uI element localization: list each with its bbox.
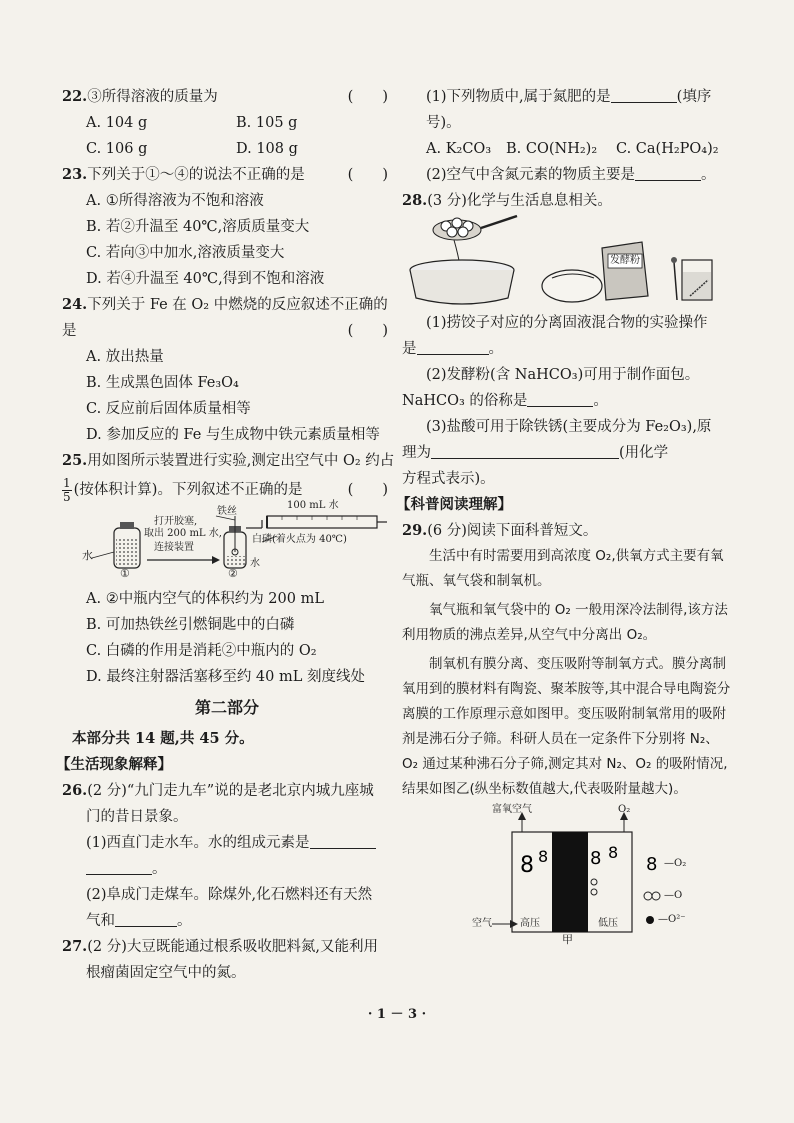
subquestion-text: 方程式表示)。 xyxy=(402,471,495,487)
q25-stem xyxy=(62,448,395,474)
reading-paragraph: 氧气瓶和氧气袋中的 O₂ 一般用深冷法制得,该方法利用物质的沸点差异,从空气中分离出 O₂。 xyxy=(402,602,728,643)
period: 。 xyxy=(593,393,608,409)
q22-options-row1 xyxy=(62,110,392,136)
answer-blank[interactable] xyxy=(527,390,593,407)
subquestion-text: (2)阜成门走煤车。除煤外,化石燃料还有天然 xyxy=(86,887,373,903)
option-c: C. 白磷的作用是消耗②中瓶内的 O₂ xyxy=(86,643,317,659)
answer-paren: ( ) xyxy=(347,89,388,105)
q22-stem xyxy=(62,84,392,110)
section-header: 【生活现象解释】 xyxy=(56,756,172,773)
life-illustration xyxy=(402,214,732,310)
option-a: A. K₂CO₃ xyxy=(426,141,492,157)
answer-blank[interactable] xyxy=(310,832,376,849)
label-step3: 连接装置 xyxy=(154,542,194,553)
q24-stem-cont xyxy=(62,318,392,344)
subquestion-text: 理为 xyxy=(402,445,431,461)
subquestion-text: (2)空气中含氮元素的物质主要是 xyxy=(426,167,636,183)
legend-o: —O xyxy=(664,890,683,901)
option-d: D. 参加反应的 Fe 与生成物中铁元素质量相等 xyxy=(86,427,380,443)
svg-text:8: 8 xyxy=(608,843,619,862)
question-text: 门的昔日景象。 xyxy=(86,809,188,825)
q29-stem xyxy=(402,518,732,544)
label-bottle-1: ① xyxy=(120,567,130,580)
question-number: 23. xyxy=(62,166,88,183)
page-number: · 1 － 3 · xyxy=(367,1007,427,1022)
label-iron-wire: 铁丝 xyxy=(217,506,237,517)
q28-sub2-cont xyxy=(402,388,732,414)
q25-stem-cont xyxy=(62,474,392,506)
reading-paragraph: 制氧机有膜分离、变压吸附等制氧方式。膜分离制氧用到的膜材料有陶瓷、聚苯胺等,其中混合导电陶瓷分离膜的工作原理示意如图甲。变压吸附制氧常用的吸附剂是沸石分子筛。科研人员在一定条件下分别将 N₂、O₂ 通过某种沸石分子筛,测定其对 N₂、O₂ 的吸附情况,结果如图乙(纵坐标数值越大,代表吸附量越大)。 xyxy=(402,656,731,797)
legend-o2-ion: —O²⁻ xyxy=(658,914,686,925)
question-text: 用如图所示装置进行实验,测定出空气中 O₂ 约占 xyxy=(87,453,395,469)
period: 。 xyxy=(488,341,503,357)
subquestion-text: (填序 xyxy=(676,89,712,105)
svg-text:8: 8 xyxy=(646,854,658,875)
question-text: 是 xyxy=(62,323,77,339)
option-b: B. 105 g xyxy=(236,115,298,131)
label-water: 水 xyxy=(82,549,93,562)
label-high-pressure: 高压 xyxy=(520,918,540,929)
subquestion-text: (用化学 xyxy=(619,445,669,461)
part-title: 第二部分 xyxy=(194,698,259,717)
q28-sub1-cont xyxy=(402,336,732,362)
fraction-denominator: 5 xyxy=(63,489,71,504)
answer-paren: ( ) xyxy=(347,482,388,498)
q28-sub3-cont xyxy=(402,440,732,466)
label-low-pressure: 低压 xyxy=(598,918,618,929)
question-number: 28. xyxy=(402,192,428,209)
option-d: D. 若④升温至 40℃,得到不饱和溶液 xyxy=(86,271,325,287)
part-intro: 本部分共 14 题,共 45 分。 xyxy=(72,730,254,747)
option-b: B. 生成黑色固体 Fe₃O₄ xyxy=(86,375,239,391)
option-a: A. 放出热量 xyxy=(86,349,164,365)
option-b: B. CO(NH₂)₂ xyxy=(506,141,598,157)
apparatus-figure xyxy=(62,500,392,586)
question-text: (6 分)阅读下面科普短文。 xyxy=(427,523,598,539)
life-figure xyxy=(402,214,732,310)
question-number: 25. xyxy=(62,452,88,469)
answer-blank[interactable] xyxy=(86,858,152,875)
question-number: 24. xyxy=(62,296,88,313)
question-text: (2 分)大豆既能通过根系吸收肥料氮,又能利用 xyxy=(87,939,378,955)
option-c: C. 反应前后固体质量相等 xyxy=(86,401,251,417)
period: 。 xyxy=(701,167,716,183)
option-c: C. 106 g xyxy=(86,141,148,157)
q27-stem xyxy=(62,934,392,960)
label-enriched-air: 富氧空气 xyxy=(492,804,532,815)
figure-caption: 甲 xyxy=(562,933,573,946)
subquestion-text: (3)盐酸可用于除铁锈(主要成分为 Fe₂O₃),原 xyxy=(426,419,712,435)
label-air-in: 空气 xyxy=(472,918,492,929)
option-a: A. ①所得溶液为不饱和溶液 xyxy=(86,193,264,209)
question-number: 26. xyxy=(62,782,88,799)
option-d: D. 最终注射器活塞移至约 40 mL 刻度线处 xyxy=(86,669,365,685)
svg-text:8: 8 xyxy=(590,848,602,869)
q26-sub1-cont xyxy=(62,856,392,882)
reading-paragraph: 生活中有时需要用到高浓度 O₂,供氧方式主要有氧气瓶、氧气袋和制氧机。 xyxy=(402,548,724,589)
question-text: 下列关于 Fe 在 O₂ 中燃烧的反应叙述不正确的 xyxy=(87,297,388,313)
label-syringe: 100 mL 水 xyxy=(287,500,339,511)
label-white-phosphorus: 白磷(着火点为 40℃) xyxy=(252,534,347,545)
question-number: 29. xyxy=(402,522,428,539)
question-text: 根瘤菌固定空气中的氮。 xyxy=(86,965,246,981)
section-header: 【科普阅读理解】 xyxy=(396,496,512,513)
q27-sub1 xyxy=(402,84,732,110)
q22-options-row2 xyxy=(62,136,392,162)
membrane-figure xyxy=(402,804,732,948)
q26-sub2-cont xyxy=(62,908,392,934)
answer-blank[interactable] xyxy=(611,86,677,103)
question-text: ③所得溶液的质量为 xyxy=(87,89,218,105)
label-step1: 打开胶塞, xyxy=(154,516,198,527)
label-bottle-2: ② xyxy=(228,567,238,580)
subquestion-text: 号)。 xyxy=(426,115,461,131)
question-text: (3 分)化学与生活息息相关。 xyxy=(427,193,612,209)
subquestion-text: NaHCO₃ 的俗称是 xyxy=(402,393,528,409)
question-number: 27. xyxy=(62,938,88,955)
answer-blank[interactable] xyxy=(635,164,701,181)
option-a: A. 104 g xyxy=(86,115,148,131)
answer-paren: ( ) xyxy=(347,167,388,183)
question-number: 22. xyxy=(62,88,88,105)
svg-text:8: 8 xyxy=(520,853,534,878)
reading-passage xyxy=(402,544,732,802)
question-text: (2 分)“九门走九车”说的是老北京内城九座城 xyxy=(87,783,374,799)
option-d: D. 108 g xyxy=(236,141,298,157)
label-baking-powder: 发酵粉 xyxy=(610,255,640,266)
option-c: C. 若向③中加水,溶液质量变大 xyxy=(86,245,285,261)
svg-text:8: 8 xyxy=(538,847,549,866)
question-text: (按体积计算)。下列叙述不正确的是 xyxy=(73,482,303,498)
apparatus-diagram xyxy=(62,506,392,586)
q23-stem xyxy=(62,162,392,188)
subquestion-text: 气和 xyxy=(86,913,115,929)
label-o2-out: O₂ xyxy=(618,804,631,815)
q27-sub2 xyxy=(402,162,732,188)
option-c: C. Ca(H₂PO₄)₂ xyxy=(616,141,719,157)
subquestion-text: (1)西直门走水车。水的组成元素是 xyxy=(86,835,310,851)
option-b: B. 若②升温至 40℃,溶质质量变大 xyxy=(86,219,310,235)
option-b: B. 可加热铁丝引燃铜匙中的白磷 xyxy=(86,617,295,633)
answer-blank[interactable] xyxy=(431,442,619,459)
membrane-diagram xyxy=(402,808,732,948)
option-a: A. ②中瓶内空气的体积约为 200 mL xyxy=(86,591,324,607)
subquestion-text: 是 xyxy=(402,341,417,357)
answer-paren: ( ) xyxy=(347,323,388,339)
q28-stem xyxy=(402,188,732,214)
answer-blank[interactable] xyxy=(115,910,177,927)
question-text: 下列关于①～④的说法不正确的是 xyxy=(87,167,305,183)
left-column xyxy=(56,84,395,986)
legend-o2: —O₂ xyxy=(664,858,687,869)
subquestion-text: (2)发酵粉(含 NaHCO₃)可用于制作面包。 xyxy=(426,367,700,383)
answer-blank[interactable] xyxy=(417,338,489,355)
q26-stem xyxy=(62,778,392,804)
q24-stem xyxy=(62,292,392,318)
fraction-numerator: 1 xyxy=(63,475,71,490)
q26-sub1 xyxy=(62,830,392,856)
fraction xyxy=(62,477,72,504)
period: 。 xyxy=(177,913,192,929)
label-water: 水 xyxy=(250,558,260,569)
label-step2: 取出 200 mL 水, xyxy=(144,528,222,539)
period: 。 xyxy=(152,861,167,877)
right-column xyxy=(396,84,732,948)
subquestion-text: (1)下列物质中,属于氮肥的是 xyxy=(426,89,611,105)
subquestion-text: (1)捞饺子对应的分离固液混合物的实验操作 xyxy=(426,315,708,331)
q27-options xyxy=(402,136,732,162)
